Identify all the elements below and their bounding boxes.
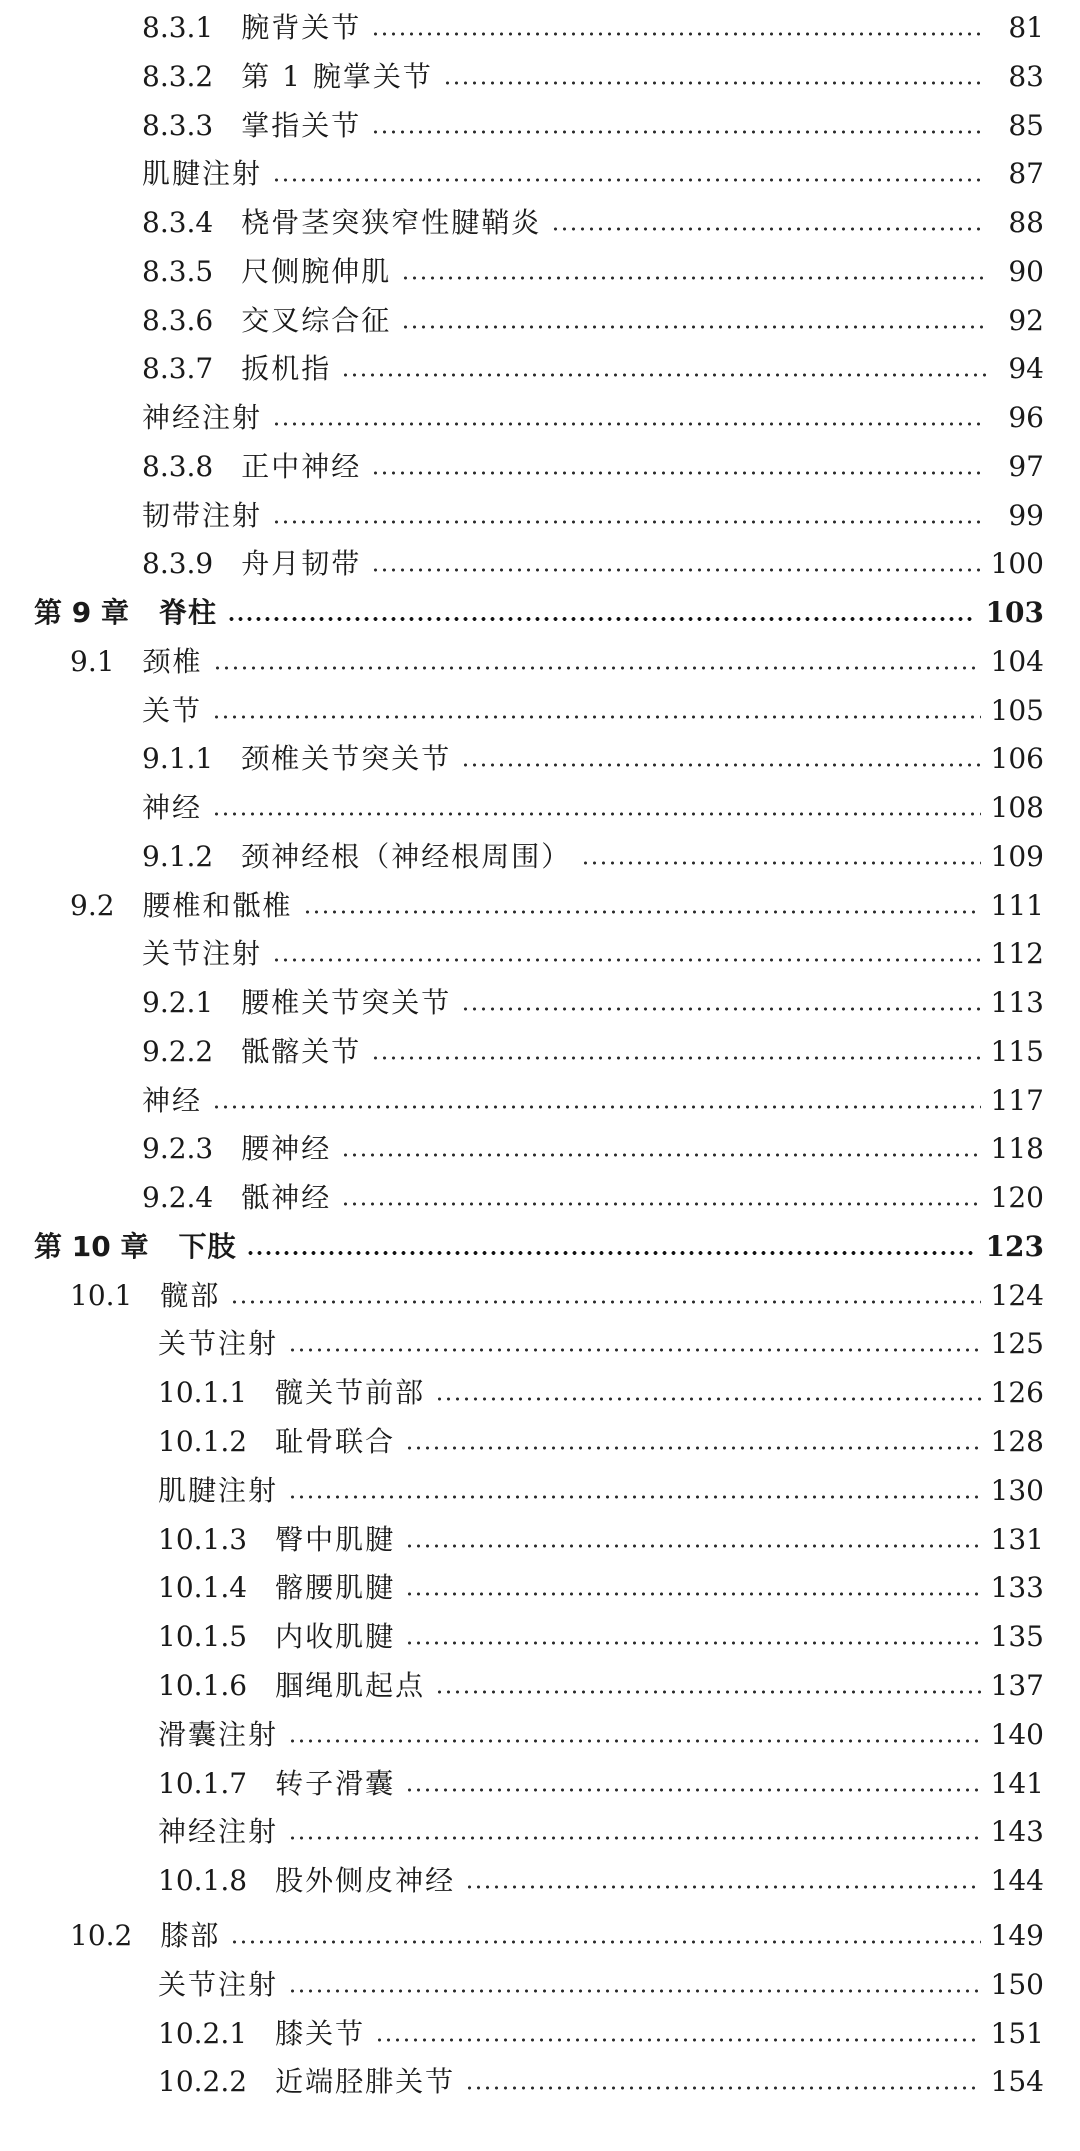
dot-leader <box>272 958 981 962</box>
toc-entry-page-number: 124 <box>990 1279 1044 1312</box>
toc-entry-title: 神经注射 <box>142 401 263 434</box>
toc-entry-title: 髋部 <box>160 1279 221 1312</box>
toc-group-heading[interactable] <box>142 689 1044 733</box>
toc-entry-number: 8.3.5 <box>142 255 214 288</box>
toc-group-heading[interactable] <box>142 152 1044 196</box>
toc-entry-title: 桡骨茎突狭窄性腱鞘炎 <box>241 206 542 239</box>
toc-entry-title: 腰神经 <box>241 1132 332 1165</box>
toc-entry-number: 10.1.6 <box>158 1669 248 1702</box>
toc-group-heading[interactable] <box>142 396 1044 440</box>
dot-leader <box>288 1348 981 1352</box>
toc-entry-title: 关节注射 <box>158 1968 279 2001</box>
toc-entry-page-number: 141 <box>990 1767 1044 1800</box>
toc-entry-page-number: 99 <box>1008 499 1044 532</box>
toc-entry[interactable] <box>142 445 1044 489</box>
dot-leader <box>212 1105 981 1109</box>
toc-entry-page-number: 118 <box>990 1132 1044 1165</box>
dot-leader <box>288 1495 981 1499</box>
toc-entry-page-number: 130 <box>990 1474 1044 1507</box>
dot-leader <box>371 471 986 475</box>
toc-entry[interactable] <box>158 1664 1044 1708</box>
toc-group-heading[interactable] <box>142 932 1044 976</box>
toc-entry-title: 耻骨联合 <box>275 1425 396 1458</box>
dot-leader <box>288 1989 981 1993</box>
toc-entry-title: 膝部 <box>160 1919 221 1952</box>
toc-entry-title: 尺侧腕伸肌 <box>241 255 392 288</box>
toc-entry-number: 8.3.2 <box>142 60 214 93</box>
toc-entry-number: 9.2 <box>70 889 115 922</box>
toc-entry-title: 关节注射 <box>158 1327 279 1360</box>
toc-entry-number: 9.1.1 <box>142 742 214 775</box>
toc-entry-number: 8.3.3 <box>142 109 214 142</box>
toc-entry[interactable] <box>142 981 1044 1025</box>
toc-entry-title: 舟月韧带 <box>241 547 362 580</box>
toc-entry-page-number: 103 <box>985 596 1044 629</box>
toc-entry-title: 扳机指 <box>241 352 332 385</box>
toc-entry-page-number: 87 <box>1008 157 1044 190</box>
toc-entry[interactable] <box>158 2012 1044 2056</box>
dot-leader <box>405 1592 980 1596</box>
dot-leader <box>465 2086 980 2090</box>
toc-entry-page-number: 137 <box>990 1669 1044 1702</box>
toc-entry-title: 腕背关节 <box>241 11 362 44</box>
toc-entry[interactable] <box>158 1615 1044 1659</box>
toc-entry-title: 骶髂关节 <box>241 1035 362 1068</box>
toc-entry-page-number: 85 <box>1008 109 1044 142</box>
toc-entry-number: 9.1.2 <box>142 840 214 873</box>
toc-entry-title: 肌腱注射 <box>158 1474 279 1507</box>
toc-chapter-entry[interactable] <box>34 591 1044 635</box>
dot-leader <box>461 1007 980 1011</box>
dot-leader <box>405 1788 980 1792</box>
toc-entry-page-number: 151 <box>990 2017 1044 2050</box>
toc-entry-title: 关节 <box>142 694 203 727</box>
toc-entry[interactable] <box>142 1127 1044 1171</box>
toc-entry-page-number: 92 <box>1008 304 1044 337</box>
toc-entry[interactable] <box>70 1914 1044 1958</box>
toc-group-heading[interactable] <box>142 1079 1044 1123</box>
toc-entry[interactable] <box>158 1566 1044 1610</box>
toc-entry-title: 神经注射 <box>158 1815 279 1848</box>
toc-entry[interactable] <box>142 1176 1044 1220</box>
dot-leader <box>272 178 986 182</box>
toc-chapter-entry[interactable] <box>34 1225 1044 1269</box>
toc-entry-number: 10.1.3 <box>158 1523 248 1556</box>
toc-entry[interactable] <box>158 1518 1044 1562</box>
toc-group-heading[interactable] <box>142 494 1044 538</box>
toc-entry[interactable] <box>142 201 1044 245</box>
toc-entry-title: 肌腱注射 <box>142 157 263 190</box>
toc-entry-page-number: 113 <box>990 986 1044 1019</box>
dot-leader <box>465 1885 980 1889</box>
toc-entry[interactable] <box>142 737 1044 781</box>
toc-entry[interactable] <box>158 1371 1044 1415</box>
dot-leader <box>272 520 986 524</box>
toc-entry-number: 8.3.7 <box>142 352 214 385</box>
toc-entry-page-number: 143 <box>990 1815 1044 1848</box>
toc-entry-page-number: 154 <box>990 2065 1044 2098</box>
dot-leader <box>341 1153 980 1157</box>
dot-leader <box>212 715 981 719</box>
toc-entry-title: 近端胫腓关节 <box>275 2065 456 2098</box>
dot-leader <box>341 373 986 377</box>
toc-entry-number: 10.1.2 <box>158 1425 248 1458</box>
toc-entry-number: 10.1.5 <box>158 1620 248 1653</box>
toc-entry-number: 10.2.2 <box>158 2065 248 2098</box>
toc-entry-page-number: 105 <box>990 694 1044 727</box>
toc-entry-page-number: 133 <box>990 1571 1044 1604</box>
toc-entry-number: 9.1 <box>70 645 115 678</box>
toc-entry-page-number: 131 <box>990 1523 1044 1556</box>
toc-group-heading[interactable] <box>158 1469 1044 1513</box>
dot-leader <box>435 1397 980 1401</box>
toc-entry-title: 滑囊注射 <box>158 1718 279 1751</box>
toc-entry-title: 腰椎关节突关节 <box>241 986 452 1019</box>
toc-entry[interactable] <box>142 1030 1044 1074</box>
toc-entry-title: 腰椎和骶椎 <box>142 889 293 922</box>
toc-entry-number: 10.1.1 <box>158 1376 248 1409</box>
dot-leader <box>405 1641 980 1645</box>
toc-entry[interactable] <box>142 542 1044 586</box>
toc-entry-title: 正中神经 <box>241 450 362 483</box>
toc-entry-title: 转子滑囊 <box>275 1767 396 1800</box>
toc-entry[interactable] <box>70 1274 1044 1318</box>
dot-leader <box>371 568 980 572</box>
toc-entry-number: 10.1.8 <box>158 1864 248 1897</box>
toc-entry-title: 颈椎关节突关节 <box>241 742 452 775</box>
toc-entry-number: 第 9 章 <box>34 596 129 629</box>
toc-entry-page-number: 111 <box>990 889 1044 922</box>
toc-entry-title: 韧带注射 <box>142 499 263 532</box>
toc-entry-page-number: 104 <box>990 645 1044 678</box>
dot-leader <box>288 1739 981 1743</box>
toc-entry-page-number: 96 <box>1008 401 1044 434</box>
toc-group-heading[interactable] <box>158 1713 1044 1757</box>
toc-entry-title: 下肢 <box>178 1230 237 1263</box>
toc-entry-page-number: 83 <box>1008 60 1044 93</box>
dot-leader <box>288 1836 981 1840</box>
toc-entry-number: 10.2 <box>70 1919 133 1952</box>
toc-entry[interactable] <box>142 55 1044 99</box>
toc-entry-page-number: 115 <box>990 1035 1044 1068</box>
dot-leader <box>227 617 976 621</box>
toc-entry-title: 神经 <box>142 791 203 824</box>
toc-entry[interactable] <box>158 2060 1044 2104</box>
toc-entry[interactable] <box>158 1420 1044 1464</box>
toc-entry[interactable] <box>142 299 1044 343</box>
toc-entry-title: 交叉综合征 <box>241 304 392 337</box>
dot-leader <box>443 81 986 85</box>
toc-entry-number: 8.3.6 <box>142 304 214 337</box>
toc-entry-page-number: 123 <box>985 1230 1044 1263</box>
toc-entry-title: 第 1 腕掌关节 <box>241 60 433 93</box>
toc-entry-page-number: 149 <box>990 1919 1044 1952</box>
dot-leader <box>212 812 981 816</box>
dot-leader <box>230 1300 980 1304</box>
toc-entry-title: 膝关节 <box>275 2017 366 2050</box>
dot-leader <box>272 422 986 426</box>
toc-entry-number: 10.1.4 <box>158 1571 248 1604</box>
dot-leader <box>375 2038 980 2042</box>
dot-leader <box>401 325 986 329</box>
dot-leader <box>213 666 981 670</box>
dot-leader <box>303 910 981 914</box>
toc-entry-title: 神经 <box>142 1084 203 1117</box>
toc-entry[interactable] <box>158 1762 1044 1806</box>
toc-group-heading[interactable] <box>158 1322 1044 1366</box>
toc-entry-page-number: 140 <box>990 1718 1044 1751</box>
toc-entry-page-number: 97 <box>1008 450 1044 483</box>
toc-entry-page-number: 88 <box>1008 206 1044 239</box>
dot-leader <box>230 1940 980 1944</box>
toc-entry-title: 内收肌腱 <box>275 1620 396 1653</box>
dot-leader <box>341 1202 980 1206</box>
toc-entry[interactable] <box>142 250 1044 294</box>
toc-entry-number: 8.3.8 <box>142 450 214 483</box>
toc-entry-title: 掌指关节 <box>241 109 362 142</box>
toc-entry-page-number: 120 <box>990 1181 1044 1214</box>
dot-leader <box>246 1251 975 1255</box>
toc-entry-title: 脊柱 <box>158 596 217 629</box>
dot-leader <box>551 227 986 231</box>
toc-entry-page-number: 106 <box>990 742 1044 775</box>
toc-entry-number: 9.2.2 <box>142 1035 214 1068</box>
toc-entry-page-number: 144 <box>990 1864 1044 1897</box>
toc-entry-number: 9.2.4 <box>142 1181 214 1214</box>
toc-entry[interactable] <box>70 884 1044 928</box>
dot-leader <box>435 1690 980 1694</box>
toc-entry-number: 10.1 <box>70 1279 133 1312</box>
toc-entry-page-number: 135 <box>990 1620 1044 1653</box>
dot-leader <box>581 861 980 865</box>
toc-entry-title: 颈椎 <box>142 645 203 678</box>
toc-group-heading[interactable] <box>158 1963 1044 2007</box>
toc-entry-page-number: 100 <box>990 547 1044 580</box>
toc-entry-page-number: 117 <box>990 1084 1044 1117</box>
dot-leader <box>405 1544 980 1548</box>
toc-entry-number: 8.3.1 <box>142 11 214 44</box>
toc-entry-number: 第 10 章 <box>34 1230 149 1263</box>
toc-group-heading[interactable] <box>158 1810 1044 1854</box>
toc-entry-title: 骶神经 <box>241 1181 332 1214</box>
toc-entry-title: 髂腰肌腱 <box>275 1571 396 1604</box>
toc-entry-number: 10.2.1 <box>158 2017 248 2050</box>
toc-entry-page-number: 112 <box>990 937 1044 970</box>
toc-entry[interactable] <box>142 6 1044 50</box>
toc-entry-page-number: 125 <box>990 1327 1044 1360</box>
dot-leader <box>371 130 986 134</box>
toc-entry-title: 关节注射 <box>142 937 263 970</box>
toc-entry-number: 8.3.4 <box>142 206 214 239</box>
toc-entry-title: 臀中肌腱 <box>275 1523 396 1556</box>
dot-leader <box>405 1446 980 1450</box>
toc-entry[interactable] <box>142 104 1044 148</box>
toc-entry-page-number: 108 <box>990 791 1044 824</box>
toc-entry-title: 腘绳肌起点 <box>275 1669 426 1702</box>
toc-entry-page-number: 109 <box>990 840 1044 873</box>
toc-entry-number: 10.1.7 <box>158 1767 248 1800</box>
toc-entry-number: 9.2.3 <box>142 1132 214 1165</box>
toc-entry-title: 髋关节前部 <box>275 1376 426 1409</box>
toc-entry-number: 9.2.1 <box>142 986 214 1019</box>
toc-entry-title: 颈神经根（神经根周围） <box>241 840 572 873</box>
toc-entry-page-number: 94 <box>1008 352 1044 385</box>
toc-entry-page-number: 90 <box>1008 255 1044 288</box>
dot-leader <box>371 32 986 36</box>
toc-entry-page-number: 128 <box>990 1425 1044 1458</box>
toc-entry-title: 股外侧皮神经 <box>275 1864 456 1897</box>
dot-leader <box>461 763 980 767</box>
dot-leader <box>371 1056 980 1060</box>
toc-entry-page-number: 81 <box>1008 11 1044 44</box>
toc-entry-page-number: 126 <box>990 1376 1044 1409</box>
toc-group-heading[interactable] <box>142 786 1044 830</box>
toc-entry[interactable] <box>158 1859 1044 1903</box>
toc-entry[interactable] <box>70 640 1044 684</box>
toc-entry[interactable] <box>142 835 1044 879</box>
toc-entry-number: 8.3.9 <box>142 547 214 580</box>
toc-entry-page-number: 150 <box>990 1968 1044 2001</box>
dot-leader <box>401 276 986 280</box>
toc-entry[interactable] <box>142 347 1044 391</box>
